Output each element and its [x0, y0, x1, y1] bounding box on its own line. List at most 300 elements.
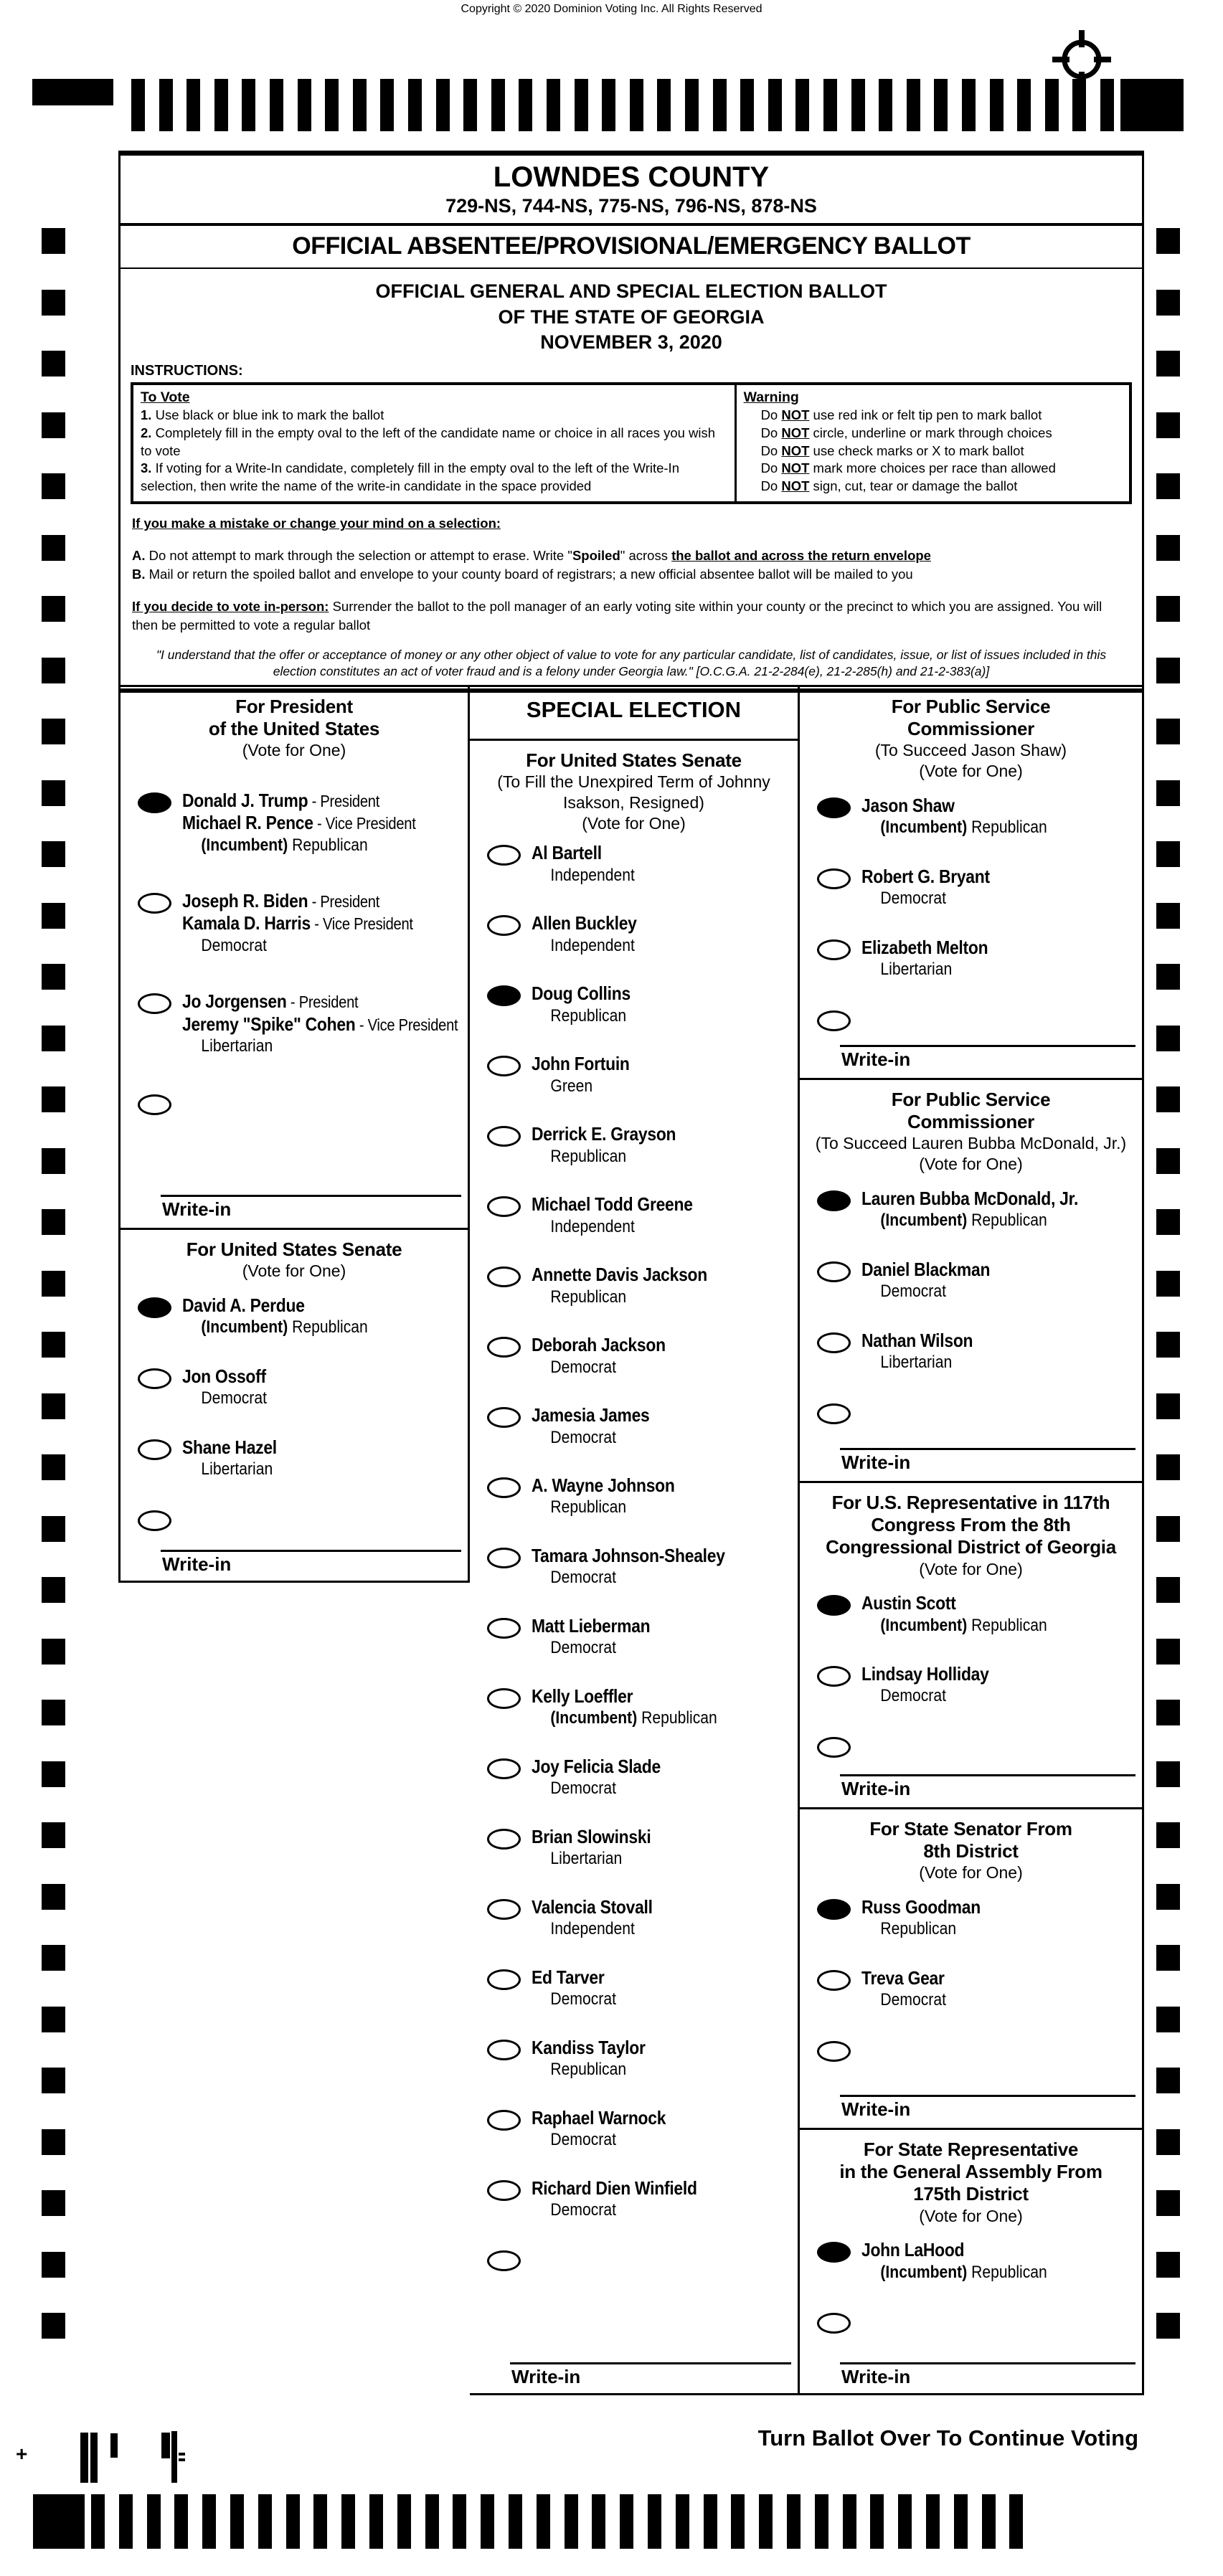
- in-person-line: [132, 597, 1130, 634]
- precinct-codes: 729-NS, 744-NS, 775-NS, 796-NS, 878-NS: [121, 193, 1142, 226]
- candidate-party: [550, 1006, 631, 1027]
- candidate-oval[interactable]: [817, 1666, 851, 1687]
- write-in-oval[interactable]: [817, 1403, 851, 1424]
- timing-mark: [519, 79, 532, 131]
- candidate-row: [121, 1436, 468, 1480]
- timing-mark: [42, 1086, 65, 1112]
- text-segment: A.: [132, 548, 146, 564]
- candidate-oval-filled[interactable]: [817, 1899, 851, 1920]
- text-segment: use check marks or X to mark ballot: [809, 442, 1024, 458]
- race-title: For State Representative: [863, 2139, 1079, 2160]
- candidate-row: [121, 790, 468, 856]
- candidate-name: [182, 790, 416, 812]
- text-segment: Tamara Johnson-Shealey: [532, 1545, 725, 1567]
- candidate-party: [880, 960, 988, 980]
- candidate-text: [182, 990, 458, 1056]
- candidate-row: [800, 795, 1142, 838]
- race-header: [121, 1230, 468, 1282]
- timing-mark: [491, 79, 505, 131]
- race-title: For United States Senate: [186, 1239, 402, 1260]
- candidate-text: [532, 842, 635, 886]
- text-segment: (Incumbent): [880, 818, 968, 838]
- timing-mark: [481, 2494, 494, 2549]
- candidate-name: [182, 1013, 458, 1036]
- candidate-oval[interactable]: [487, 1548, 521, 1568]
- timing-mark: [1156, 658, 1180, 683]
- timing-mark: [870, 2494, 884, 2549]
- corner-plus-mark: +: [16, 2443, 28, 2465]
- race-header: [800, 1809, 1142, 1883]
- candidate-name: [532, 842, 635, 864]
- timing-mark: [1100, 79, 1114, 131]
- candidate-party: [880, 2263, 1047, 2283]
- candidate-name: [182, 990, 458, 1013]
- text-segment: Republican: [637, 1708, 717, 1728]
- candidate-name: [182, 1294, 368, 1317]
- timing-mark: [202, 2494, 216, 2549]
- text-segment: Republican: [880, 1919, 957, 1939]
- candidate-row: [800, 2239, 1142, 2283]
- to-vote-item: [141, 460, 727, 496]
- timing-mark: [298, 79, 311, 131]
- timing-mark: [1156, 1271, 1180, 1297]
- text-segment: Democrat: [550, 2200, 616, 2220]
- timing-mark: [42, 290, 65, 316]
- timing-mark: [565, 2494, 578, 2549]
- timing-mark: [1156, 2313, 1180, 2339]
- text-segment: Do: [760, 460, 782, 476]
- turn-ballot-over-notice: Turn Ballot Over To Continue Voting: [757, 2425, 1138, 2450]
- candidate-party: [880, 1211, 1078, 1231]
- candidate-text: [182, 1294, 368, 1338]
- candidate-oval[interactable]: [487, 1337, 521, 1358]
- timing-mark: [313, 2494, 327, 2549]
- race-subtitle: (Vote for One): [919, 1155, 1023, 1174]
- candidate-party: [550, 2130, 666, 2151]
- candidate-oval[interactable]: [817, 1970, 851, 1991]
- timing-mark: [214, 79, 228, 131]
- candidate-party: [550, 1428, 649, 1449]
- candidate-row: [470, 1193, 798, 1237]
- candidate-oval[interactable]: [487, 1056, 521, 1076]
- candidate-name: [532, 1545, 725, 1567]
- candidate-text: [532, 1685, 717, 1729]
- candidate-oval[interactable]: [487, 1899, 521, 1920]
- candidate-row: [470, 912, 798, 956]
- timing-mark: [270, 79, 283, 131]
- timing-mark: [258, 2494, 272, 2549]
- candidate-text: [532, 1123, 676, 1167]
- candidate-party: [880, 1353, 973, 1373]
- timing-mark: [1156, 228, 1180, 254]
- text-segment: If you make a mistake or change your mind on a selection:: [132, 515, 501, 531]
- text-segment: - President: [308, 892, 380, 911]
- timing-mark: [843, 2494, 856, 2549]
- candidate-party: [880, 889, 989, 909]
- text-segment: Use black or blue ink to mark the ballot: [151, 407, 384, 422]
- candidate-party: [880, 818, 1047, 838]
- timing-mark: [759, 2494, 773, 2549]
- candidate-name: [532, 982, 631, 1005]
- candidate-oval[interactable]: [138, 1368, 171, 1389]
- candidate-text: [861, 1259, 990, 1302]
- candidate-oval[interactable]: [138, 993, 171, 1014]
- timing-mark: [1156, 1209, 1180, 1235]
- timing-mark: [1156, 412, 1180, 438]
- warning-cell: [735, 385, 1129, 501]
- candidate-party: [201, 1036, 458, 1057]
- timing-mark: [1009, 2494, 1023, 2549]
- timing-mark: [42, 1516, 65, 1542]
- candidate-text: [861, 1330, 973, 1373]
- write-in-area[interactable]: Write-in: [161, 1195, 461, 1228]
- timing-mark: [42, 412, 65, 438]
- candidate-name: [532, 1123, 676, 1145]
- text-segment: Democrat: [880, 1990, 946, 2010]
- candidate-name: [861, 1967, 946, 1989]
- timing-mark: [42, 903, 65, 929]
- timing-mark: [1156, 1761, 1180, 1787]
- candidate-text: [532, 1545, 725, 1588]
- text-segment: David A. Perdue: [182, 1294, 305, 1316]
- candidate-row: [470, 1053, 798, 1097]
- timing-mark: [982, 2494, 996, 2549]
- text-segment: Kandiss Taylor: [532, 2037, 646, 2059]
- candidate-oval[interactable]: [487, 1829, 521, 1850]
- candidate-row: [470, 1896, 798, 1940]
- candidate-oval[interactable]: [487, 1477, 521, 1498]
- candidate-party: [201, 1317, 367, 1338]
- text-segment: Allen Buckley: [532, 912, 637, 934]
- subtitle-date: NOVEMBER 3, 2020: [540, 331, 722, 354]
- candidate-row: [470, 2107, 798, 2151]
- write-in-area[interactable]: Write-in: [840, 1774, 1135, 1807]
- candidate-name: [182, 1436, 277, 1459]
- timing-mark: [1156, 290, 1180, 316]
- candidate-oval[interactable]: [487, 1407, 521, 1428]
- candidate-oval-filled[interactable]: [138, 1297, 171, 1318]
- race-section-president: [121, 687, 468, 1230]
- candidate-oval[interactable]: [138, 893, 171, 914]
- text-segment: Mail or return the spoiled ballot and envelope to your county board of registrars; a new official absentee ballot will be mailed to you: [145, 566, 913, 582]
- timing-mark: [42, 1393, 65, 1419]
- candidate-party: [880, 1616, 1047, 1637]
- text-segment: Republican: [288, 835, 368, 855]
- candidate-name: [532, 1615, 650, 1637]
- candidate-text: [532, 1193, 693, 1237]
- candidate-text: [532, 1264, 707, 1307]
- ballot-subtitles: [121, 269, 1142, 356]
- warning-title: Warning: [743, 389, 799, 405]
- text-segment: Lauren Bubba McDonald, Jr.: [861, 1187, 1079, 1209]
- timing-mark: [32, 79, 113, 105]
- candidate-name: [861, 1592, 1047, 1614]
- text-segment: 2.: [141, 425, 152, 440]
- candidate-oval-filled[interactable]: [817, 1595, 851, 1616]
- write-in-area[interactable]: Write-in: [840, 2362, 1135, 2395]
- timing-mark: [42, 351, 65, 377]
- text-segment: Robert G. Bryant: [861, 865, 990, 887]
- candidate-oval[interactable]: [817, 1261, 851, 1282]
- text-segment: Russ Goodman: [861, 1896, 981, 1918]
- candidate-party: [880, 1686, 988, 1707]
- candidate-text: [182, 1365, 267, 1409]
- race-title: For Public Service: [891, 1089, 1051, 1110]
- timing-mark: [42, 473, 65, 499]
- timing-mark: [42, 964, 65, 990]
- text-segment: Jon Ossoff: [182, 1365, 266, 1387]
- candidate-name: [532, 1193, 693, 1216]
- candidate-row: [470, 2177, 798, 2221]
- text-segment: Richard Dien Winfield: [532, 2177, 697, 2199]
- race-section-state-senate-8th: [800, 1809, 1142, 2130]
- write-in-area[interactable]: Write-in: [840, 1448, 1135, 1481]
- felony-notice: "I understand that the offer or acceptance of money or any other object of value to vote for any particular candidate, list of candidates, issue, or list of issues included in this election constitutes an act of voter fraud and is a felony under Georgia law." [O.C.G.A. 21-2-284(e), 21-2-285(h) and 21-2-383(a)]: [156, 648, 1107, 679]
- text-segment: Democrat: [880, 1282, 946, 1302]
- instructions-box: [131, 382, 1132, 504]
- text-segment: Jeremy "Spike" Cohen: [182, 1013, 356, 1035]
- candidate-text: [532, 912, 637, 956]
- candidate-oval[interactable]: [487, 2110, 521, 2131]
- candidate-oval[interactable]: [487, 1618, 521, 1639]
- write-in-oval[interactable]: [138, 1094, 171, 1115]
- candidate-row: [800, 1663, 1142, 1707]
- race-subtitle: (To Fill the Unexpired Term of Johnny: [497, 772, 770, 792]
- candidate-row: [470, 1264, 798, 1307]
- timing-mark: [704, 2494, 717, 2549]
- timing-mark: [42, 1454, 65, 1480]
- candidate-oval[interactable]: [487, 1196, 521, 1217]
- candidate-text: [532, 1896, 653, 1940]
- mistake-heading-line: [132, 514, 1130, 533]
- race-subtitle: (Vote for One): [919, 2206, 1023, 2225]
- candidate-name: [861, 1259, 990, 1281]
- text-segment: Do not attempt to mark through the selection or attempt to erase. Write ": [145, 548, 572, 564]
- candidate-text: [861, 2239, 1047, 2283]
- text-segment: (Incumbent): [201, 1317, 288, 1337]
- timing-mark: [42, 1209, 65, 1235]
- candidate-row: [121, 1365, 468, 1409]
- race-title: For President: [235, 696, 353, 717]
- race-title: Congressional District of Georgia: [826, 1536, 1116, 1558]
- candidate-oval-filled[interactable]: [138, 792, 171, 813]
- timing-mark: [380, 79, 394, 131]
- candidate-oval-filled[interactable]: [817, 1190, 851, 1211]
- timing-mark: [879, 79, 892, 131]
- to-vote-items: [141, 407, 727, 496]
- candidate-row: [470, 1966, 798, 2010]
- text-segment: Michael Todd Greene: [532, 1193, 693, 1216]
- timing-mark: [159, 79, 173, 131]
- candidate-row: [800, 937, 1142, 980]
- text-segment: Do: [760, 442, 782, 458]
- candidate-oval[interactable]: [138, 1439, 171, 1460]
- mistake-heading: [132, 514, 1130, 533]
- write-in-oval[interactable]: [138, 1510, 171, 1531]
- text-segment: Republican: [967, 1615, 1047, 1635]
- timing-mark: [509, 2494, 522, 2549]
- ballot-title: OFFICIAL ABSENTEE/PROVISIONAL/EMERGENCY BALLOT: [121, 226, 1142, 269]
- text-segment: Democrat: [550, 1568, 616, 1588]
- candidate-party: [550, 1497, 674, 1518]
- text-segment: Democrat: [550, 1779, 616, 1799]
- instructions-label: INSTRUCTIONS:: [131, 362, 243, 379]
- text-segment: the ballot and across the return envelope: [671, 548, 931, 564]
- candidate-oval-filled[interactable]: [817, 797, 851, 818]
- timing-mark: [230, 2494, 244, 2549]
- to-vote-item: [141, 425, 727, 460]
- candidate-oval[interactable]: [817, 939, 851, 960]
- candidate-oval-filled[interactable]: [487, 985, 521, 1006]
- write-in-oval[interactable]: [817, 2041, 851, 2062]
- candidate-oval[interactable]: [487, 2040, 521, 2060]
- text-segment: - President: [286, 993, 359, 1012]
- candidate-text: [182, 790, 416, 856]
- candidate-text: [532, 2037, 646, 2080]
- write-in-oval[interactable]: [817, 1010, 851, 1031]
- to-vote-title: To Vote: [141, 389, 190, 405]
- text-segment: Democrat: [550, 1638, 616, 1658]
- text-segment: Brian Slowinski: [532, 1826, 651, 1848]
- timing-mark: [990, 79, 1004, 131]
- text-segment: Libertarian: [550, 1849, 623, 1869]
- text-segment: Lindsay Holliday: [861, 1663, 989, 1685]
- candidate-party: [550, 1919, 652, 1940]
- candidate-text: [532, 1053, 630, 1097]
- candidate-row: [470, 1404, 798, 1448]
- candidate-oval[interactable]: [487, 1969, 521, 1990]
- write-in-area[interactable]: Write-in: [161, 1550, 461, 1583]
- text-segment: NOT: [781, 442, 810, 458]
- timing-mark: [1156, 1945, 1180, 1971]
- timing-mark: [42, 1884, 65, 1910]
- candidate-row: [800, 1896, 1142, 1940]
- text-segment: If you decide to vote in-person:: [132, 599, 329, 615]
- write-in-area[interactable]: Write-in: [510, 2362, 791, 2395]
- candidate-oval[interactable]: [487, 1266, 521, 1287]
- to-vote-item: [141, 407, 727, 425]
- timing-mark: [1017, 79, 1031, 131]
- timing-mark: [547, 79, 560, 131]
- write-in-candidate-row: [800, 1401, 1142, 1424]
- write-in-area[interactable]: Write-in: [840, 1045, 1135, 1078]
- race-title: Congress From the 8th: [871, 1514, 1071, 1536]
- candidate-oval[interactable]: [487, 2180, 521, 2201]
- candidate-party: [550, 866, 634, 886]
- candidate-name: [532, 1756, 661, 1778]
- race-title: For United States Senate: [526, 749, 742, 771]
- timing-mark: [731, 2494, 745, 2549]
- candidate-party: [550, 1708, 717, 1729]
- text-segment: NOT: [781, 460, 810, 476]
- candidate-row: [470, 1826, 798, 1870]
- candidate-row: [470, 1334, 798, 1378]
- candidate-oval[interactable]: [487, 1758, 521, 1779]
- text-segment: Jo Jorgensen: [182, 990, 287, 1013]
- write-in-oval[interactable]: [487, 2250, 521, 2271]
- write-in-candidate-row: [121, 1092, 468, 1115]
- text-segment: NOT: [781, 425, 810, 440]
- subtitle-election: OFFICIAL GENERAL AND SPECIAL ELECTION BALLOT: [375, 280, 887, 302]
- timing-mark: [425, 2494, 439, 2549]
- race-title: of the United States: [208, 718, 380, 740]
- text-segment: Republican: [550, 1005, 627, 1026]
- ballot-column: [118, 685, 470, 1583]
- text-segment: Jamesia James: [532, 1404, 650, 1426]
- write-in-oval[interactable]: [817, 1737, 851, 1758]
- race-title: 175th District: [913, 2183, 1029, 2205]
- text-segment: Elizabeth Melton: [861, 936, 988, 958]
- timing-mark: [1156, 2129, 1180, 2155]
- write-in-candidate-row: [800, 1734, 1142, 1758]
- candidate-text: [532, 2107, 666, 2151]
- candidate-oval[interactable]: [817, 868, 851, 889]
- timing-mark: [1045, 79, 1059, 131]
- race-subtitle: (To Succeed Jason Shaw): [874, 741, 1067, 760]
- text-segment: John Fortuin: [532, 1053, 630, 1075]
- candidate-oval[interactable]: [487, 1126, 521, 1147]
- candidate-oval[interactable]: [817, 1332, 851, 1353]
- candidate-text: [861, 1188, 1078, 1231]
- timing-mark: [325, 79, 339, 131]
- candidate-oval-filled[interactable]: [817, 2242, 851, 2263]
- text-segment: Do: [760, 478, 782, 494]
- text-segment: Libertarian: [201, 1459, 273, 1479]
- candidate-row: [800, 1967, 1142, 2011]
- timing-mark: [740, 79, 754, 131]
- timing-mark: [1156, 1822, 1180, 1848]
- race-header: [800, 1080, 1142, 1175]
- text-segment: Green: [550, 1076, 593, 1096]
- candidate-oval[interactable]: [487, 1688, 521, 1709]
- text-segment: Democrat: [880, 889, 946, 909]
- timing-mark: [685, 79, 699, 131]
- timing-mark: [1120, 79, 1184, 131]
- candidate-oval[interactable]: [487, 845, 521, 866]
- text-segment: Deborah Jackson: [532, 1334, 666, 1356]
- race-subtitle: (Vote for One): [919, 1559, 1023, 1578]
- candidate-party: [201, 835, 415, 856]
- race-header: [800, 1483, 1142, 1579]
- write-in-area[interactable]: Write-in: [840, 2095, 1135, 2128]
- timing-mark: [1156, 2068, 1180, 2093]
- timing-mark: [42, 1332, 65, 1358]
- candidate-name: [861, 866, 990, 888]
- timing-mark: [592, 2494, 605, 2549]
- race-subtitle: Isakson, Resigned): [563, 792, 704, 812]
- in-person-instructions: [132, 597, 1130, 634]
- candidate-oval[interactable]: [487, 915, 521, 936]
- text-segment: Independent: [550, 1216, 635, 1236]
- candidate-party: [550, 1638, 650, 1659]
- timing-mark: [408, 79, 422, 131]
- timing-mark: [1156, 1332, 1180, 1358]
- timing-mark: [242, 79, 255, 131]
- candidate-name: [861, 1896, 981, 1918]
- timing-mark: [1072, 79, 1086, 131]
- timing-mark: [147, 2494, 161, 2549]
- candidate-party: [201, 1459, 276, 1480]
- candidate-text: [532, 1756, 661, 1799]
- timing-mark: [341, 2494, 355, 2549]
- text-segment: 1.: [141, 407, 152, 422]
- write-in-oval[interactable]: [817, 2313, 851, 2334]
- county-title: LOWNDES COUNTY: [493, 161, 770, 193]
- text-segment: " across: [620, 548, 672, 564]
- candidate-party: [550, 1076, 629, 1097]
- text-segment: - Vice President: [310, 914, 413, 934]
- candidate-row: [470, 1474, 798, 1518]
